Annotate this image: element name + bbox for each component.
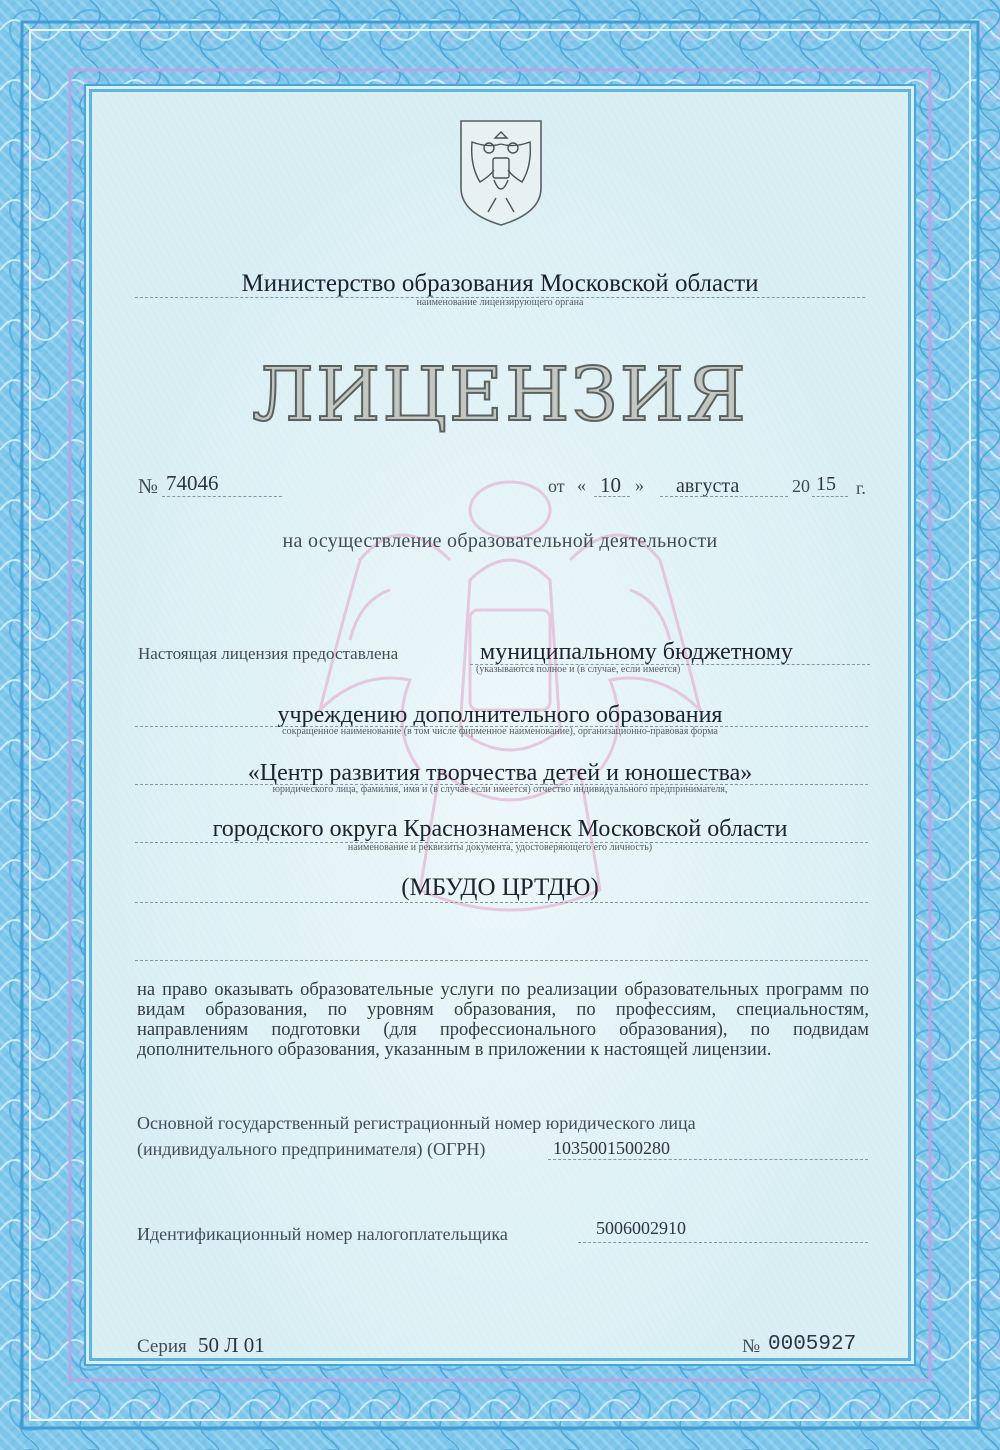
license-year-suffix: 15 bbox=[816, 473, 836, 495]
grantee-line-5-underline bbox=[135, 902, 868, 903]
license-number-prefix: № bbox=[138, 474, 159, 498]
document-title: ЛИЦЕНЗИЯ bbox=[252, 352, 748, 438]
ogrn-value: 1035001500280 bbox=[553, 1138, 670, 1158]
grantee-hint-3: юридического лица, фамилия, имя и (в случае если имеется) отчество индивидуального предпринимателя, bbox=[272, 784, 728, 795]
inn-value: 5006002910 bbox=[596, 1218, 686, 1238]
license-purpose: на осуществление образовательной деятельности bbox=[282, 530, 718, 552]
date-quote-close: » bbox=[635, 475, 644, 495]
grantee-hint-1: (указываются полное и (в случае, если имеется) bbox=[476, 664, 681, 675]
grantee-line-4: городского округа Краснознаменск Московской области bbox=[212, 816, 788, 842]
authority-hint: наименование лицензирующего органа bbox=[416, 297, 584, 308]
date-quote-open: « bbox=[577, 475, 586, 495]
ogrn-label-line-1: Основной государственный регистрационный номер юридического лица bbox=[137, 1113, 696, 1133]
ogrn-label-line-2: (индивидуального предпринимателя) (ОГРН) bbox=[137, 1139, 486, 1159]
year-unit: г. bbox=[856, 478, 866, 498]
ogrn-underline bbox=[548, 1159, 868, 1160]
grantee-hint-4: наименование и реквизиты документа, удостоверяющего его личность) bbox=[347, 842, 653, 853]
grantee-hint-2: сокращенное наименование (в том числе фирменное наименование), организационно-правовая форма bbox=[282, 726, 718, 737]
month-underline bbox=[660, 496, 788, 497]
grantee-line-1: муниципальному бюджетному bbox=[480, 639, 793, 665]
grantee-line-2: учреждению дополнительного образования bbox=[277, 702, 723, 728]
day-underline bbox=[594, 496, 630, 497]
blank-underline bbox=[135, 960, 868, 961]
series-value: 50 Л 01 bbox=[198, 1333, 265, 1357]
blank-number: 0005927 bbox=[768, 1333, 857, 1356]
inn-label: Идентификационный номер налогоплательщика bbox=[137, 1224, 508, 1244]
licensing-authority: Министерство образования Московской области bbox=[241, 270, 759, 297]
grantee-intro: Настоящая лицензия предоставлена bbox=[138, 644, 399, 663]
year-underline bbox=[812, 496, 848, 497]
license-year-prefix: 20 bbox=[792, 476, 810, 496]
blank-number-prefix: № bbox=[742, 1336, 761, 1357]
inn-underline bbox=[578, 1242, 868, 1243]
license-month: августа bbox=[676, 475, 740, 497]
date-from-label: от bbox=[548, 476, 565, 496]
coat-of-arms-emblem bbox=[458, 118, 544, 228]
license-number-underline bbox=[162, 496, 282, 497]
license-day: 10 bbox=[600, 473, 621, 497]
series-label: Серия bbox=[137, 1336, 187, 1357]
grantee-line-3: «Центр развития творчества детей и юношества» bbox=[247, 760, 753, 786]
license-number: 74046 bbox=[166, 471, 219, 495]
grantee-short-name: (МБУДО ЦРТДЮ) bbox=[401, 874, 599, 901]
rights-paragraph: на право оказывать образовательные услуги по реализации образовательных программ по видам образования, по уровням образования, по профессиям, специальностям, направлениям подготовки (для профессионального образования), по подвидам дополнительного образования, указанным в приложении к настоящей лицензии. bbox=[137, 980, 869, 1060]
